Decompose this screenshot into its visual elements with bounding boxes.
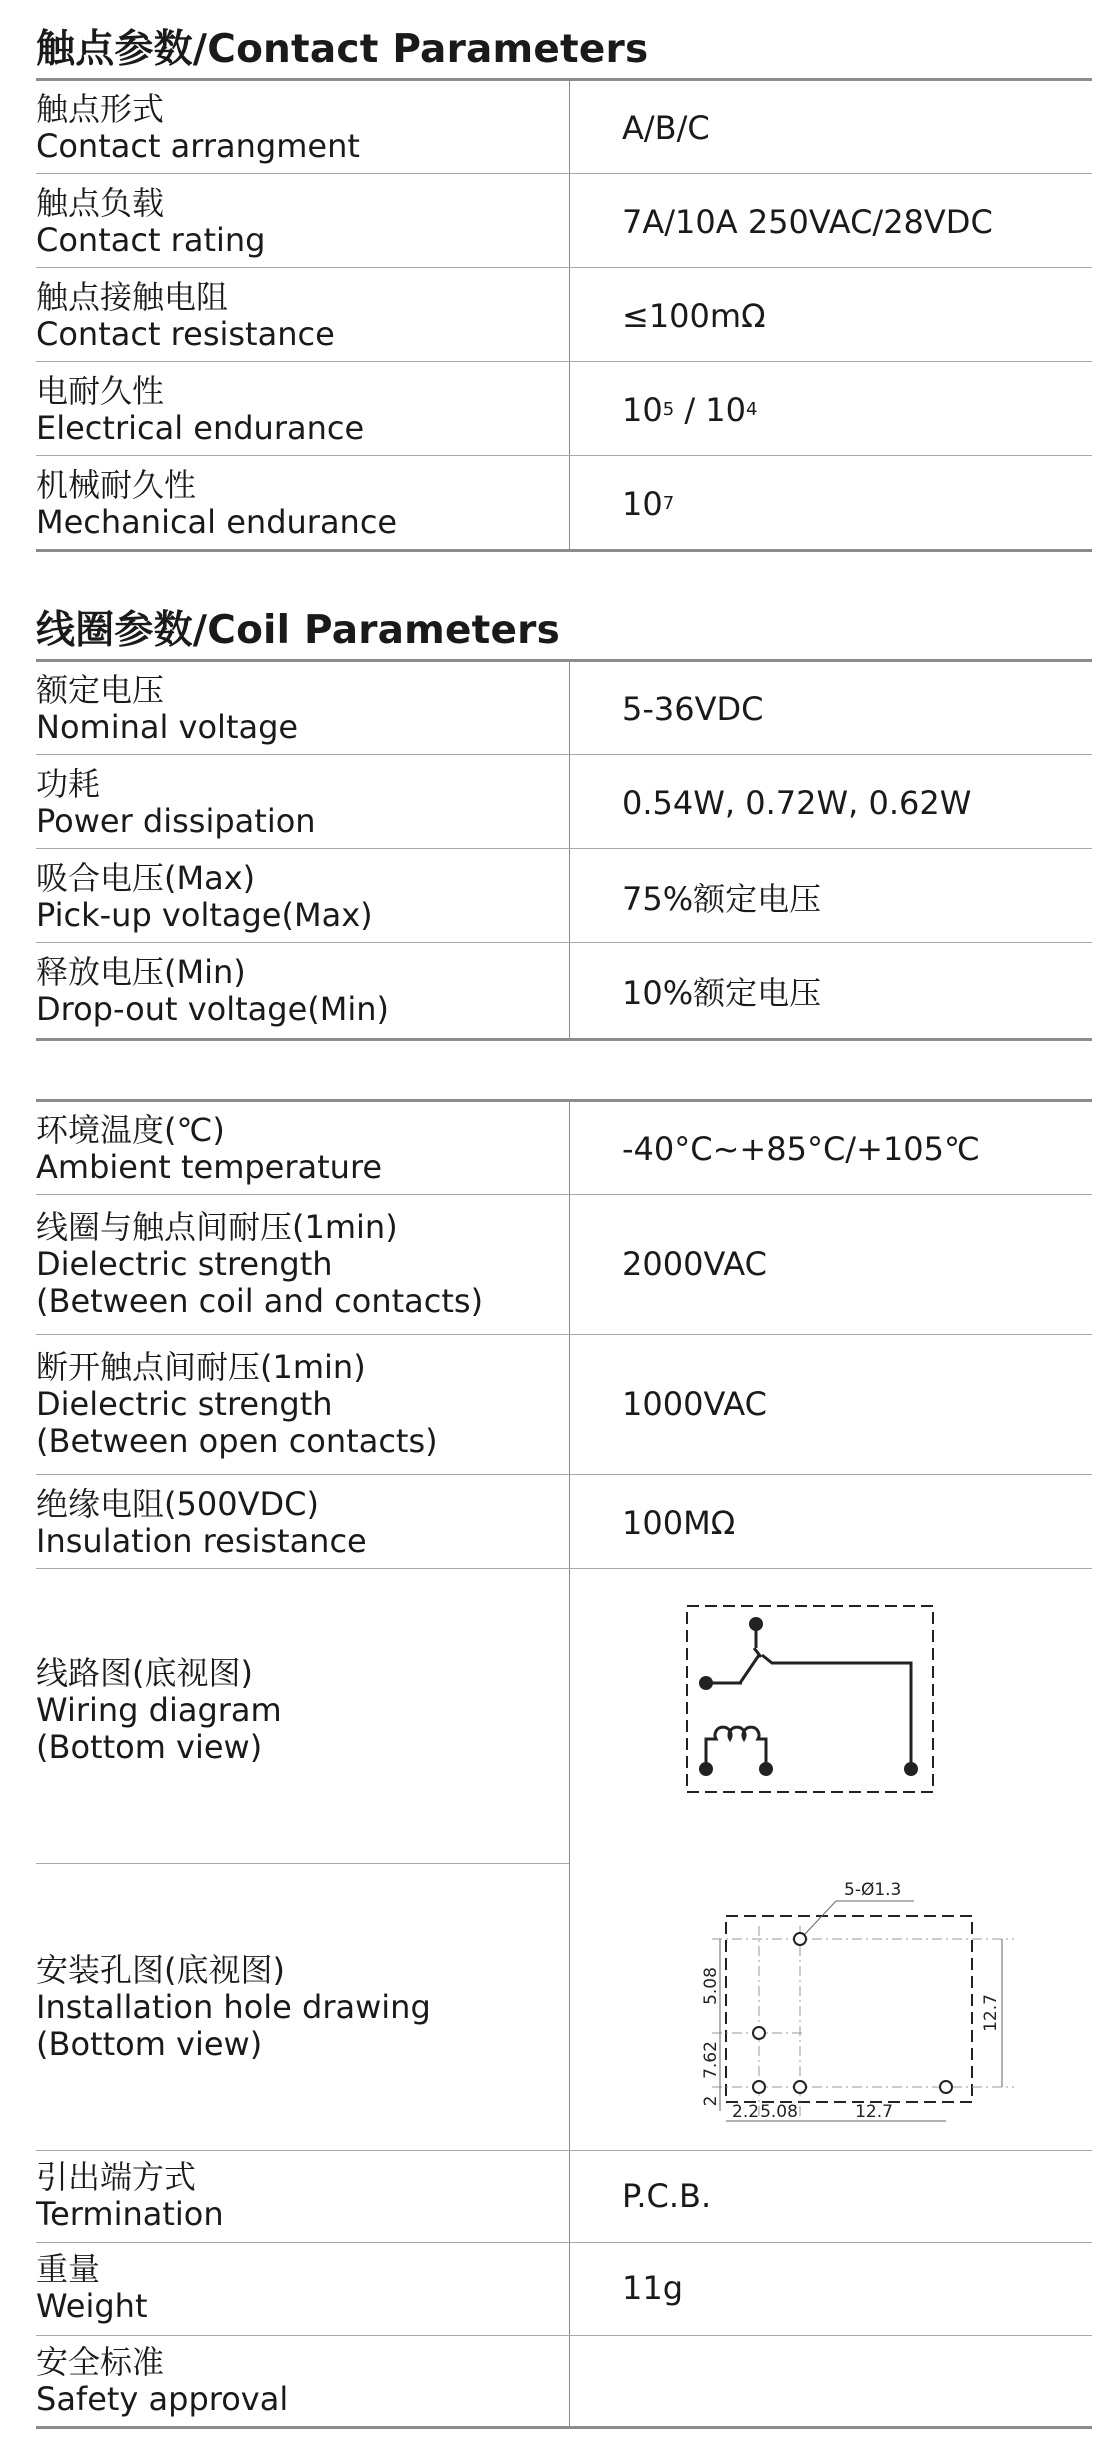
row-divider bbox=[36, 754, 1092, 755]
row-label-dielectric-coil-contacts bbox=[36, 1198, 556, 1330]
row-label-dielectric-open-contacts bbox=[36, 1338, 556, 1470]
label-en: Installation hole drawing bbox=[36, 1987, 431, 2026]
row-value-contact-resistance: ≤100mΩ bbox=[622, 297, 766, 335]
value-base: 10 bbox=[622, 485, 663, 523]
row-value-termination: P.C.B. bbox=[622, 2177, 712, 2215]
row-value-electrical-endurance: 10 5 / 10 4 bbox=[622, 391, 758, 429]
row-label-termination bbox=[36, 2152, 556, 2240]
row-label-nominal-voltage bbox=[36, 665, 556, 753]
no-contact-lead bbox=[762, 1655, 911, 1769]
label-zh: 环境温度(℃) bbox=[36, 1111, 225, 1149]
label-zh: 触点形式 bbox=[36, 90, 165, 128]
row-label-ambient-temperature bbox=[36, 1105, 556, 1193]
row-divider bbox=[36, 2335, 1092, 2336]
column-divider bbox=[569, 662, 570, 1038]
mounting-hole bbox=[794, 1933, 806, 1945]
label-zh: 引出端方式 bbox=[36, 2158, 197, 2196]
row-value-nominal-voltage: 5-36VDC bbox=[622, 690, 764, 728]
label-zh: 触点负载 bbox=[36, 184, 165, 222]
row-divider bbox=[36, 1334, 1092, 1335]
row-divider bbox=[36, 173, 1092, 174]
hole-callout-label: 5-Ø1.3 bbox=[844, 1880, 902, 1900]
general-table bbox=[36, 1099, 1092, 2429]
row-value-weight: 11g bbox=[622, 2269, 684, 2307]
label-en: Electrical endurance bbox=[36, 409, 365, 447]
row-label-contact-rating bbox=[36, 178, 556, 266]
coil-section-title: 线圈参数/Coil Parameters bbox=[36, 608, 561, 653]
label-en: Wiring diagram bbox=[36, 1690, 282, 1729]
label-en: Nominal voltage bbox=[36, 708, 299, 746]
row-value-contact-arrangement: A/B/C bbox=[622, 109, 710, 147]
nc-pin bbox=[699, 1676, 713, 1690]
table-rule bbox=[36, 78, 1092, 81]
row-divider bbox=[36, 1194, 1092, 1195]
label-zh: 吸合电压(Max) bbox=[36, 859, 256, 897]
label-en: Pick-up voltage(Max) bbox=[36, 896, 373, 934]
contact-section-title: 触点参数/Contact Parameters bbox=[36, 27, 649, 72]
callout-leader bbox=[805, 1901, 836, 1934]
row-label-wiring-diagram bbox=[36, 1569, 556, 1851]
row-divider bbox=[36, 455, 1092, 456]
label-en: Contact arrangment bbox=[36, 127, 360, 165]
dimension-label: 7.62 bbox=[701, 2041, 721, 2079]
table-rule bbox=[36, 2426, 1092, 2429]
mounting-hole bbox=[753, 2081, 765, 2093]
row-label-weight bbox=[36, 2244, 556, 2332]
label-en-note: (Bottom view) bbox=[36, 1727, 263, 1766]
label-en-note: (Between coil and contacts) bbox=[36, 1281, 484, 1320]
mounting-hole bbox=[753, 2027, 765, 2039]
label-zh: 重量 bbox=[36, 2250, 101, 2288]
row-value-dropout-voltage: 10%额定电压 bbox=[622, 974, 822, 1012]
row-divider bbox=[36, 2150, 1092, 2151]
label-en: Dielectric strength bbox=[36, 1384, 333, 1423]
row-value-power-dissipation: 0.54W, 0.72W, 0.62W bbox=[622, 784, 972, 822]
row-value-contact-rating: 7A/10A 250VAC/28VDC bbox=[622, 203, 993, 241]
label-en-note: (Between open contacts) bbox=[36, 1421, 438, 1460]
label-en: Insulation resistance bbox=[36, 1522, 367, 1560]
label-zh: 绝缘电阻(500VDC) bbox=[36, 1485, 319, 1523]
row-divider bbox=[36, 942, 1092, 943]
row-label-contact-resistance bbox=[36, 272, 556, 360]
row-divider bbox=[36, 1863, 569, 1864]
row-label-dropout-voltage bbox=[36, 947, 556, 1035]
row-label-contact-arrangement bbox=[36, 84, 556, 172]
dimension-label: 2.2 bbox=[732, 2102, 760, 2122]
value-base: 10 bbox=[705, 391, 747, 429]
row-value-ambient-temperature: -40°C~+85°C/+105℃ bbox=[622, 1130, 980, 1168]
label-zh: 功耗 bbox=[36, 765, 101, 803]
table-rule bbox=[36, 659, 1092, 662]
dimension-label: 12.7 bbox=[855, 2102, 893, 2122]
label-zh: 释放电压(Min) bbox=[36, 953, 246, 991]
label-zh: 额定电压 bbox=[36, 671, 165, 709]
row-label-mechanical-endurance bbox=[36, 460, 556, 548]
coil-pin bbox=[759, 1762, 773, 1776]
dimension-label: 5.08 bbox=[760, 2102, 798, 2122]
row-divider bbox=[36, 1474, 1092, 1475]
row-value-mechanical-endurance: 10 7 bbox=[622, 485, 675, 523]
row-label-electrical-endurance bbox=[36, 366, 556, 454]
label-en: Mechanical endurance bbox=[36, 503, 398, 541]
label-en: Dielectric strength bbox=[36, 1244, 333, 1283]
row-label-safety-approval bbox=[36, 2337, 556, 2425]
row-value-safety-approval bbox=[622, 2337, 1092, 2425]
label-en: Weight bbox=[36, 2287, 148, 2325]
row-value-pickup-voltage: 75%额定电压 bbox=[622, 880, 822, 918]
label-en: Termination bbox=[36, 2195, 224, 2233]
row-label-power-dissipation bbox=[36, 759, 556, 847]
label-en: Safety approval bbox=[36, 2380, 289, 2418]
coil-pin bbox=[699, 1762, 713, 1776]
relay-outline bbox=[726, 1916, 972, 2102]
row-value-insulation-resistance: 100MΩ bbox=[622, 1504, 736, 1542]
label-zh: 断开触点间耐压(1min) bbox=[36, 1347, 366, 1386]
label-zh: 线圈与触点间耐压(1min) bbox=[36, 1207, 398, 1246]
dimension-label: 5.08 bbox=[701, 1967, 721, 2005]
label-zh: 电耐久性 bbox=[36, 372, 165, 410]
label-zh: 安全标准 bbox=[36, 2343, 165, 2381]
table-rule bbox=[36, 1099, 1092, 1102]
mounting-hole bbox=[794, 2081, 806, 2093]
row-value-dielectric-coil-contacts: 2000VAC bbox=[622, 1245, 767, 1283]
label-zh: 触点接触电阻 bbox=[36, 278, 229, 316]
table-rule bbox=[36, 549, 1092, 552]
coil-table bbox=[36, 659, 1092, 1041]
row-divider bbox=[36, 267, 1092, 268]
value-base: 10 bbox=[622, 391, 663, 429]
coil-symbol bbox=[706, 1727, 766, 1769]
contact-table bbox=[36, 78, 1092, 552]
dimension-label: 2 bbox=[701, 2095, 721, 2107]
label-en: Contact rating bbox=[36, 221, 266, 259]
wiring-diagram bbox=[680, 1599, 940, 1799]
value-separator: / bbox=[674, 391, 706, 429]
label-en: Ambient temperature bbox=[36, 1148, 383, 1186]
mounting-hole bbox=[940, 2081, 952, 2093]
table-rule bbox=[36, 1038, 1092, 1041]
label-zh: 安装孔图(底视图) bbox=[36, 1950, 285, 1989]
column-divider bbox=[569, 1102, 570, 2426]
column-divider bbox=[569, 81, 570, 549]
common-pin bbox=[749, 1617, 763, 1631]
row-label-pickup-voltage bbox=[36, 853, 556, 941]
row-label-installation-hole bbox=[36, 1865, 556, 2149]
row-divider bbox=[36, 848, 1092, 849]
row-divider bbox=[36, 361, 1092, 362]
installation-hole-drawing bbox=[604, 1879, 1044, 2149]
label-en-note: (Bottom view) bbox=[36, 2024, 263, 2063]
no-pin bbox=[904, 1762, 918, 1776]
row-label-insulation-resistance bbox=[36, 1479, 556, 1567]
label-zh: 机械耐久性 bbox=[36, 466, 197, 504]
label-en: Power dissipation bbox=[36, 802, 316, 840]
label-zh: 线路图(底视图) bbox=[36, 1653, 253, 1692]
relay-outline bbox=[687, 1606, 933, 1792]
moving-contact-arm bbox=[740, 1655, 759, 1683]
label-en: Contact resistance bbox=[36, 315, 335, 353]
dimension-label: 12.7 bbox=[981, 1994, 1001, 2032]
row-value-dielectric-open-contacts: 1000VAC bbox=[622, 1385, 767, 1423]
row-divider bbox=[36, 2242, 1092, 2243]
label-en: Drop-out voltage(Min) bbox=[36, 990, 390, 1028]
